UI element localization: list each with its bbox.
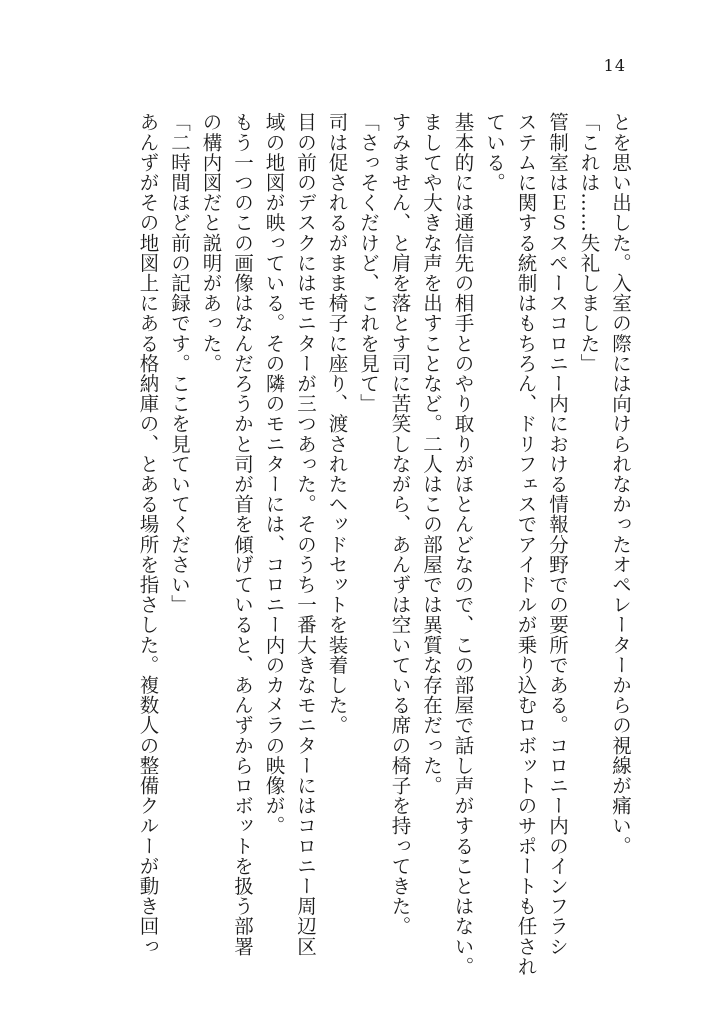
text-line: 基本的には通信先の相手とのやり取りがほとんどなので、この部屋で話し声がすることはない。 xyxy=(451,112,475,977)
text-line: とを思い出した。入室の際には向けられなかったオペレーターからの視線が痛い。 xyxy=(609,112,632,856)
text-line: 「これは……失礼しました」 xyxy=(577,112,601,374)
novel-body-text xyxy=(56,112,636,977)
text-line: もう一つのこの画像はなんだろうかと司が首を傾げていると、あんずからロボットを扱う部署 xyxy=(231,112,254,957)
text-line: 域の地図が映っている。その隣のモニターには、コロニー内のカメラの映像が。 xyxy=(262,112,286,836)
text-line: 管制室はＥＳスペースコロニー内における情報分野での要所である。コロニー内のインフラシ xyxy=(546,112,569,957)
text-line: ステムに関する統制はもちろん、ドリフェスでアイドルが乗り込むロボットのサポートも任され xyxy=(514,112,538,977)
text-line: 司は促されるがまま椅子に座り、渡されたヘッドセットを装着した。 xyxy=(325,112,349,736)
text-line: 「さっそくだけど、これを見て」 xyxy=(357,112,380,414)
text-line: すみません、と肩を落とす司に苦笑しながら、あんずは空いている席の椅子を持ってきた。 xyxy=(388,112,412,937)
text-line: ましてや大きな声を出すことなど。二人はこの部屋では異質な存在だった。 xyxy=(420,112,443,796)
text-line: ている。 xyxy=(483,112,506,193)
text-line: の構内図だと説明があった。 xyxy=(199,112,223,374)
page-number: 14 xyxy=(603,56,626,75)
text-line: 「二時間ほど前の記録です。ここを見ていてください」 xyxy=(168,112,191,615)
text-line: 目の前のデスクにはモニターが三つあった。そのうち一番大きなモニターにはコロニー周辺区 xyxy=(294,112,317,957)
text-line: あんずがその地図上にある格納庫の、とある場所を指さした。複数人の整備クルーが動き回っ xyxy=(136,112,160,957)
